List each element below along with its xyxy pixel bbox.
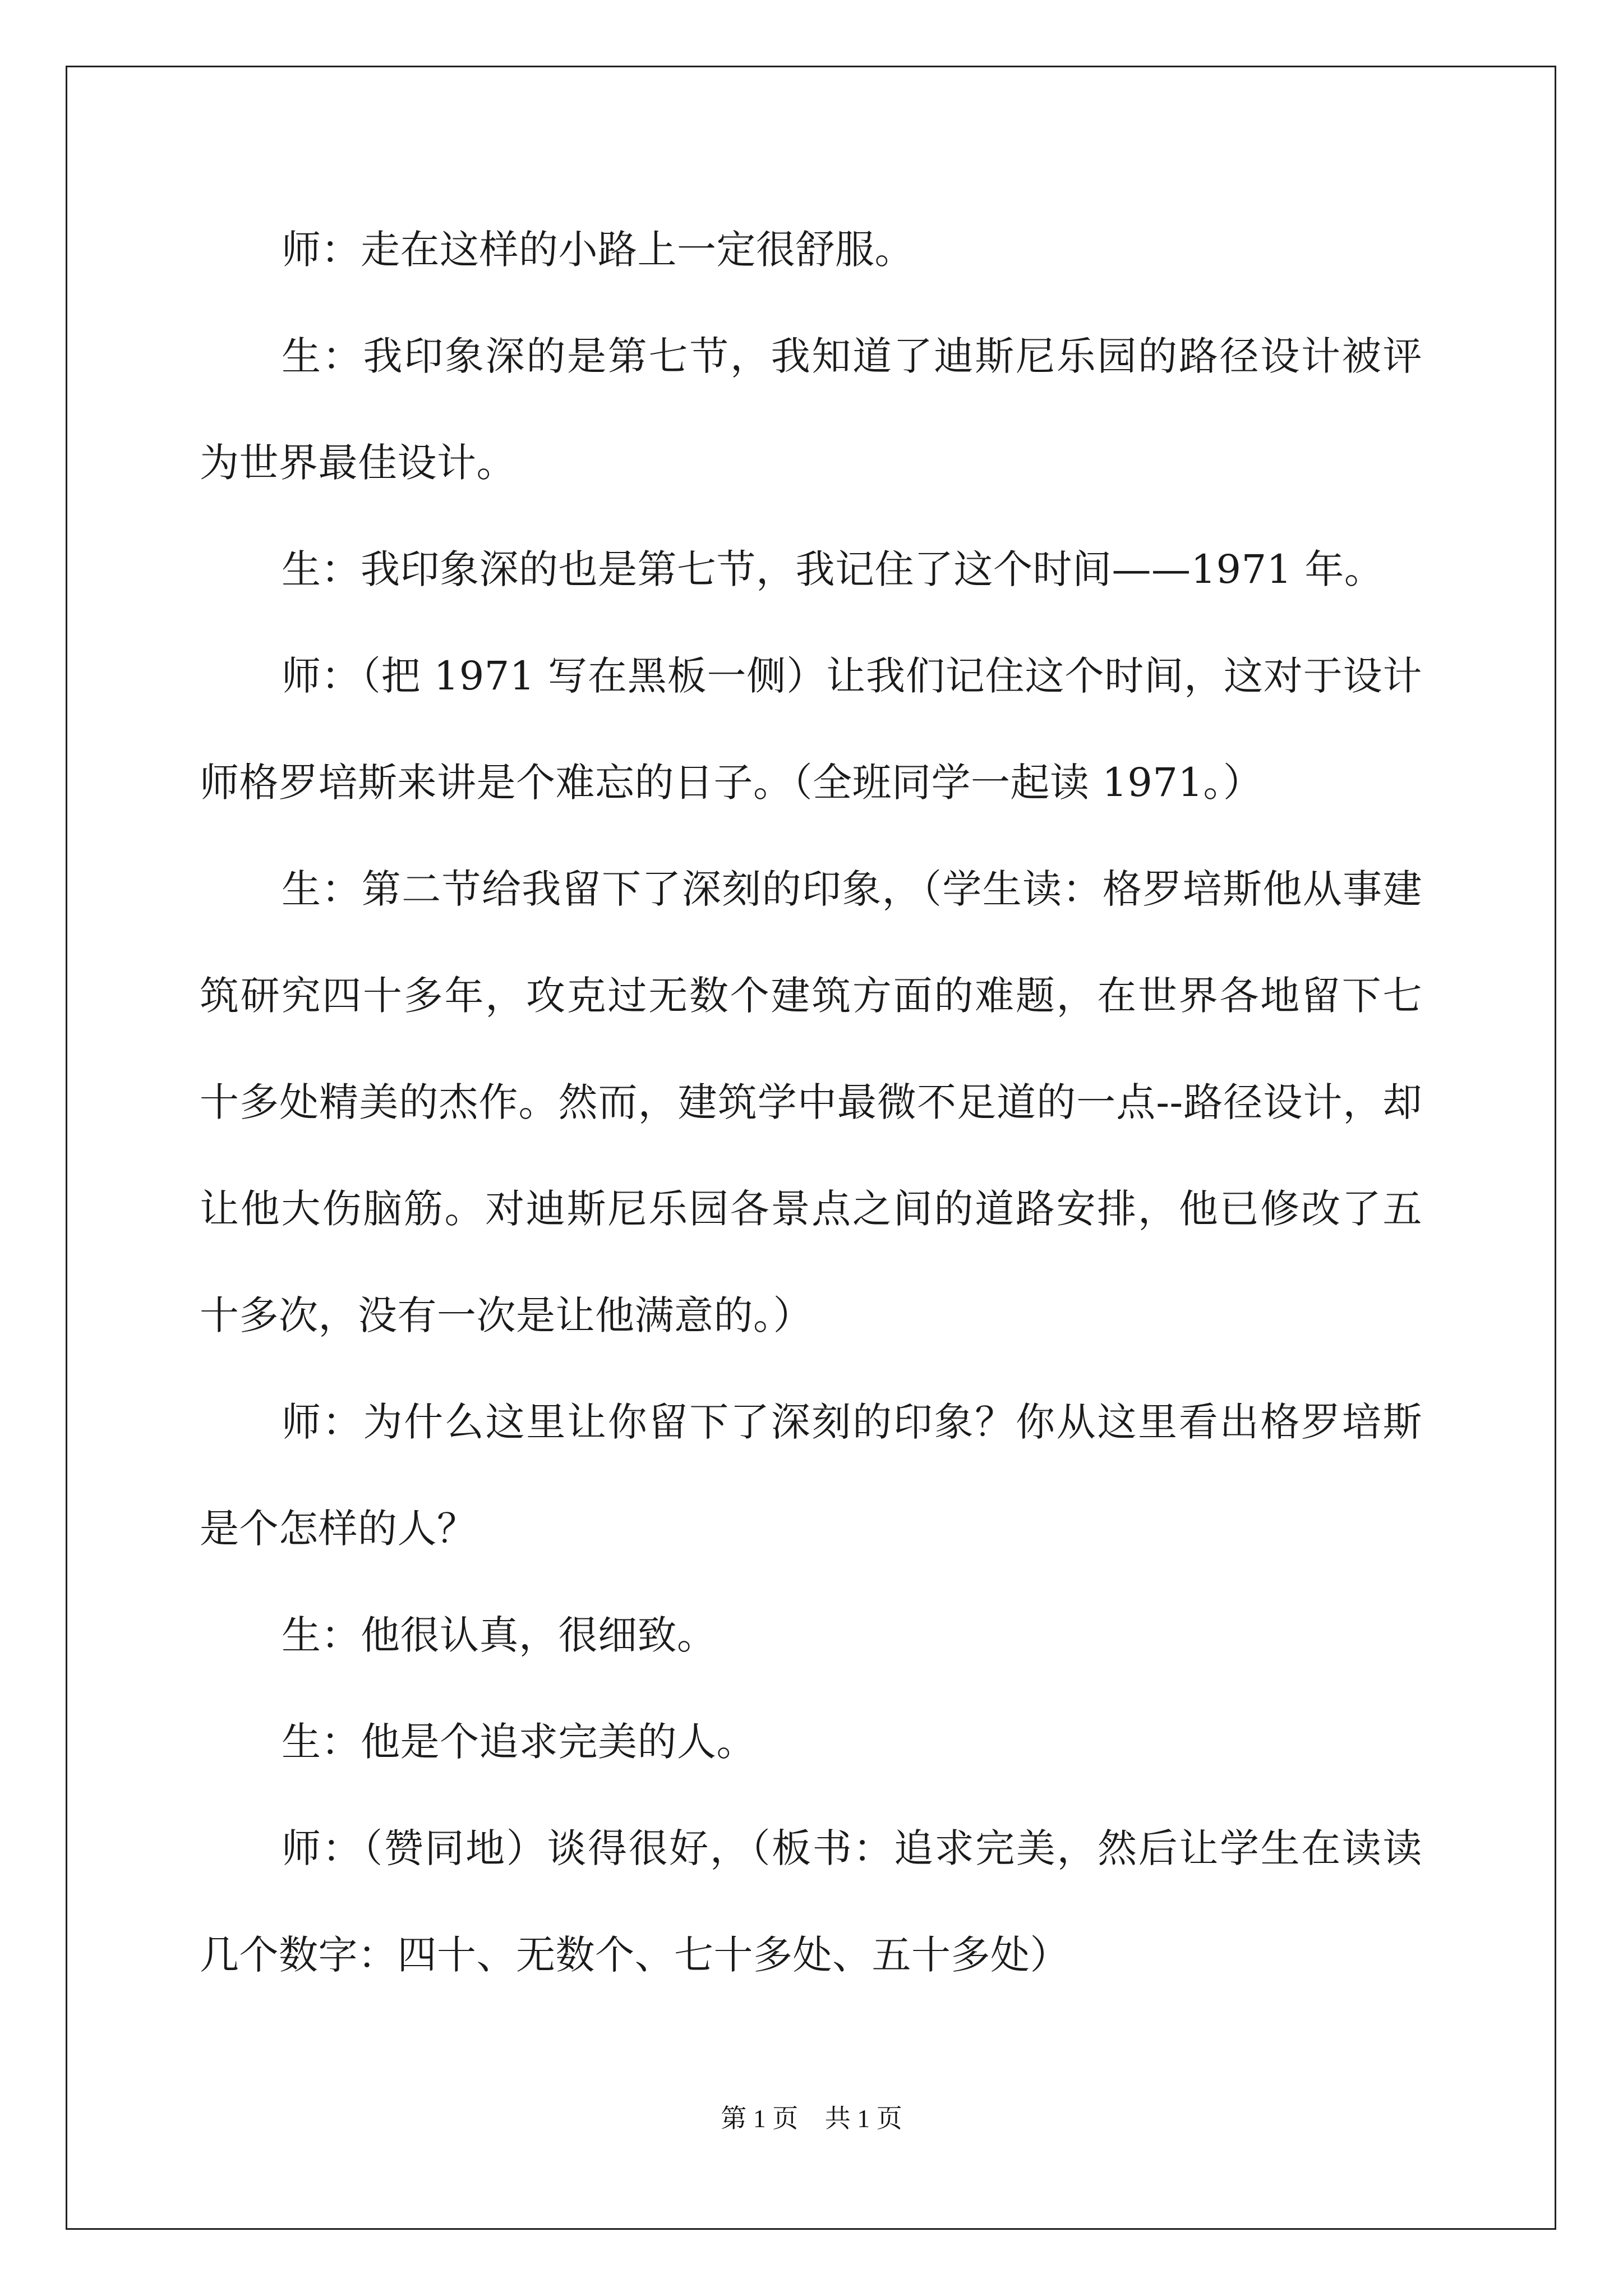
page-total: 共 1 页 — [824, 2104, 902, 2133]
paragraph-teacher-1: 师：走在这样的小路上一定很舒服。 — [282, 227, 914, 273]
document-body — [200, 196, 1422, 2008]
paragraph-teacher-3: 师：为什么这里让你留下了深刻的印象？你从这里看出格罗培斯是个怎样的人？ — [200, 1399, 1422, 1552]
paragraph-student-1: 生：我印象深的是第七节，我知道了迪斯尼乐园的路径设计被评为世界最佳设计。 — [200, 333, 1422, 486]
paragraph-teacher-2: 师：（把 1971 写在黑板一侧）让我们记住这个时间，这对于设计师格罗培斯来讲是个难忘的日子。（全班同学一起读 1971。） — [200, 653, 1422, 806]
paragraph-student-3: 生：第二节给我留下了深刻的印象，（学生读：格罗培斯他从事建筑研究四十多年，攻克过无数个建筑方面的难题，在世界各地留下七十多处精美的杰作。然而，建筑学中最微不足道的一点--路径设计，却让他大伤脑筋。对迪斯尼乐园各景点之间的道路安排，他已修改了五十多次，没有一次是让他满意的。） — [200, 866, 1422, 1338]
page-footer — [0, 2098, 1623, 2135]
paragraph-teacher-4: 师：（赞同地）谈得很好，（板书：追求完美，然后让学生在读读几个数字：四十、无数个、七十多处、五十多处） — [200, 1825, 1422, 1978]
paragraph-student-4: 生：他很认真，很细致。 — [282, 1612, 717, 1658]
paragraph-student-5: 生：他是个追求完美的人。 — [282, 1719, 756, 1765]
page-number: 第 1 页 — [721, 2104, 799, 2133]
paragraph-student-2: 生：我印象深的也是第七节，我记住了这个时间——1971 年。 — [282, 546, 1384, 592]
